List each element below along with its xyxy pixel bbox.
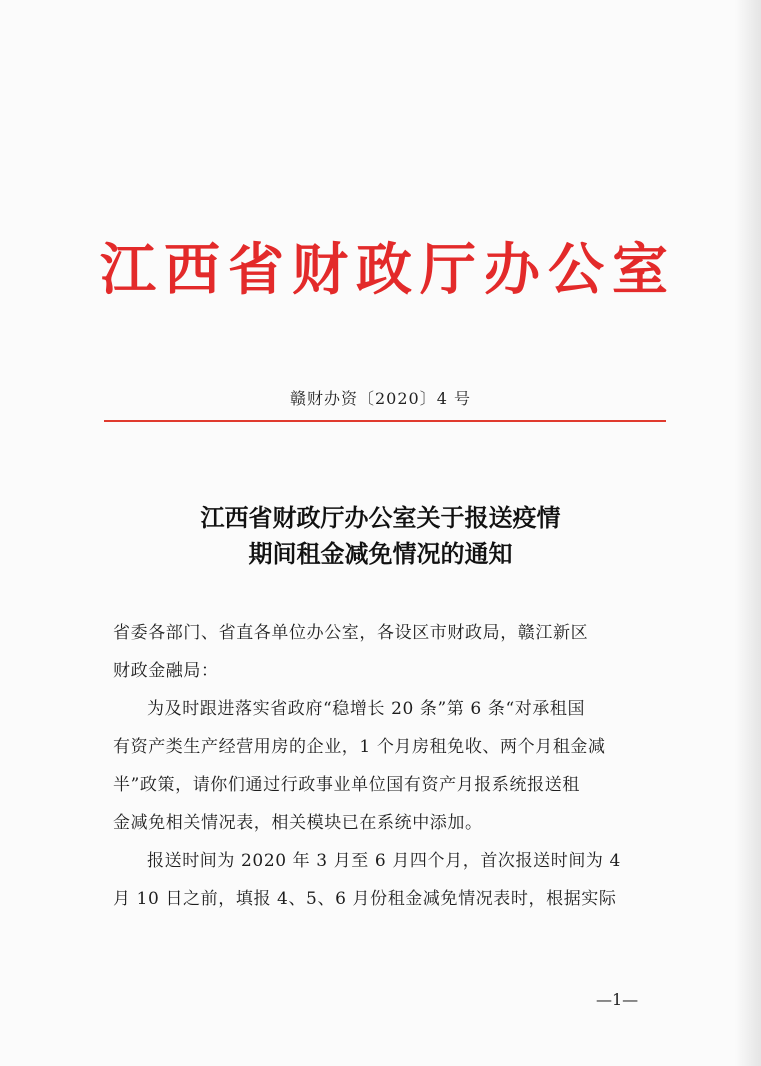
notice-title-line-2: 期间租金减免情况的通知 — [248, 539, 513, 568]
body-line-paragraph-1-start: 为及时跟进落实省政府“稳增长 20 条”第 6 条“对承租国 — [147, 699, 586, 719]
body-line-paragraph-1-3: 半”政策，请你们通过行政事业单位国有资产月报系统报送租 — [113, 775, 580, 795]
letterhead-title: 江西省财政厅办公室 — [100, 237, 676, 303]
red-divider-rule — [104, 420, 666, 422]
page-number: —1— — [596, 990, 639, 1009]
notice-body — [113, 614, 658, 918]
notice-title — [0, 500, 761, 572]
body-line-addressee-1: 省委各部门、省直各单位办公室，各设区市财政局，赣江新区 — [113, 623, 589, 643]
document-number: 赣财办资〔2020〕4 号 — [290, 389, 471, 408]
notice-title-line-1: 江西省财政厅办公室关于报送疫情 — [200, 503, 561, 532]
body-line-paragraph-1-2: 有资产类生产经营用房的企业，1 个月房租免收、两个月租金减 — [113, 737, 606, 757]
body-line-addressee-2: 财政金融局： — [113, 661, 219, 681]
body-line-paragraph-1-4: 金减免相关情况表，相关模块已在系统中添加。 — [113, 813, 483, 833]
body-line-paragraph-2-2: 月 10 日之前，填报 4、5、6 月份租金减免情况表时，根据实际 — [113, 889, 617, 909]
body-line-paragraph-2-start: 报送时间为 2020 年 3 月至 6 月四个月，首次报送时间为 4 — [147, 851, 621, 871]
